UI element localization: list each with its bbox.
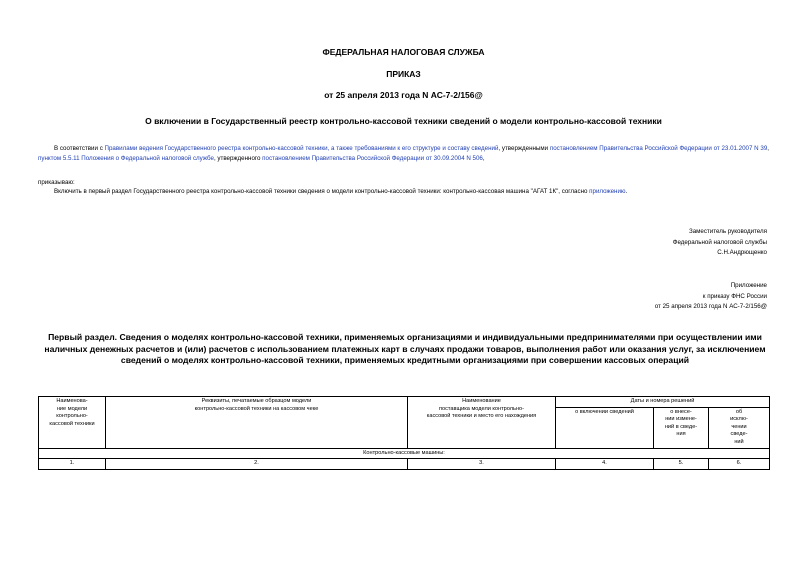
col-model-name: Наименова- ние модели контрольно- кассовой техники	[39, 397, 106, 449]
signature-agency: Федеральной налоговой службы	[672, 238, 767, 246]
column-number: 4.	[556, 459, 654, 470]
col-changes: о внесе- нии измене- ний в сведе- ния	[654, 407, 709, 448]
preamble-text: , утвержденными	[498, 145, 550, 152]
group-cash-machines: Контрольно-кассовые машины:	[39, 448, 770, 459]
preamble-text: ,	[767, 145, 770, 152]
column-number: 5.	[654, 459, 709, 470]
table-group-row	[39, 448, 770, 459]
col-decisions: Даты и номера решений	[556, 397, 770, 408]
decree-39-link[interactable]: постановлением Правительства Российской Федерации от 23.01.2007 N 39	[549, 145, 768, 152]
col-inclusion: о включении сведений	[556, 407, 654, 448]
table-header-row	[39, 397, 770, 408]
prikazyvayu: приказываю:	[38, 179, 75, 186]
appendix-label: Приложение	[730, 282, 767, 289]
col-supplier: Наименование поставщика модели контрольно- кассовой техники и место его нахождения	[408, 397, 556, 449]
preamble-paragraph	[38, 144, 769, 164]
preamble-text: , утвержденного	[213, 155, 263, 162]
column-number: 1.	[39, 459, 106, 470]
column-number: 6.	[709, 459, 770, 470]
appendix-block	[655, 281, 767, 313]
signature-position: Заместитель руководителя	[688, 228, 767, 235]
order-text: .	[625, 188, 628, 195]
preamble-text: ,	[482, 155, 485, 162]
column-number: 3.	[408, 459, 556, 470]
order-paragraph	[54, 187, 769, 197]
rules-link[interactable]: Правилами ведения Государственного реестра контрольно-кассовой техники, а также требованиями к его структуре и составу сведений	[104, 145, 499, 152]
doc-title: О включении в Государственный реестр контрольно-кассовой техники сведений о модели контрольно-кассовой техники	[145, 116, 662, 126]
order-text: Включить в первый раздел Государственного реестра контрольно-кассовой техники сведения о модели контрольно-кассовой техники: контрольно-кассовая машина "АГАТ 1К", согласно	[54, 188, 590, 195]
table-numbers-row	[39, 459, 770, 470]
doc-type: ПРИКАЗ	[386, 69, 421, 79]
column-number: 2.	[106, 459, 408, 470]
col-requisites: Реквизиты, печатаемые образцом модели контрольно-кассовой техники на кассовом чеке	[106, 397, 408, 449]
doc-date-number: от 25 апреля 2013 года N АС-7-2/156@	[324, 90, 483, 100]
appendix-order: к приказу ФНС России	[702, 292, 767, 300]
signature-name: С.Н.Андрющенко	[717, 249, 767, 256]
agency-name: ФЕДЕРАЛЬНАЯ НАЛОГОВАЯ СЛУЖБА	[322, 47, 485, 57]
col-exclusion: об исклю- чении сведе- ний	[709, 407, 770, 448]
appendix-date: от 25 апреля 2013 года N АС-7-2/156@	[654, 303, 767, 310]
registry-table	[38, 396, 770, 470]
signature-block	[673, 227, 767, 259]
decree-506-link[interactable]: постановлением Правительства Российской Федерации от 30.09.2004 N 506	[262, 155, 483, 162]
preamble-text: В соответствии с	[54, 145, 105, 152]
clause-5-5-11-link[interactable]: пунктом 5.5.11 Положения о Федеральной налоговой службе	[38, 155, 214, 162]
section-title: Первый раздел. Сведения о моделях контрольно-кассовой техники, применяемых организациями и индивидуальными предпринимателями при осуществлении ими наличных денежных расчетов и (или) расчетов с использованием платежных карт в случаях продажи товаров, выполнения работ или оказания услуг, за исключением сведений о моделях контрольно-кассовой техники, применяемых кредитными организациями при совершении кассовых операций	[44, 332, 766, 365]
appendix-link[interactable]: приложению	[589, 188, 626, 195]
